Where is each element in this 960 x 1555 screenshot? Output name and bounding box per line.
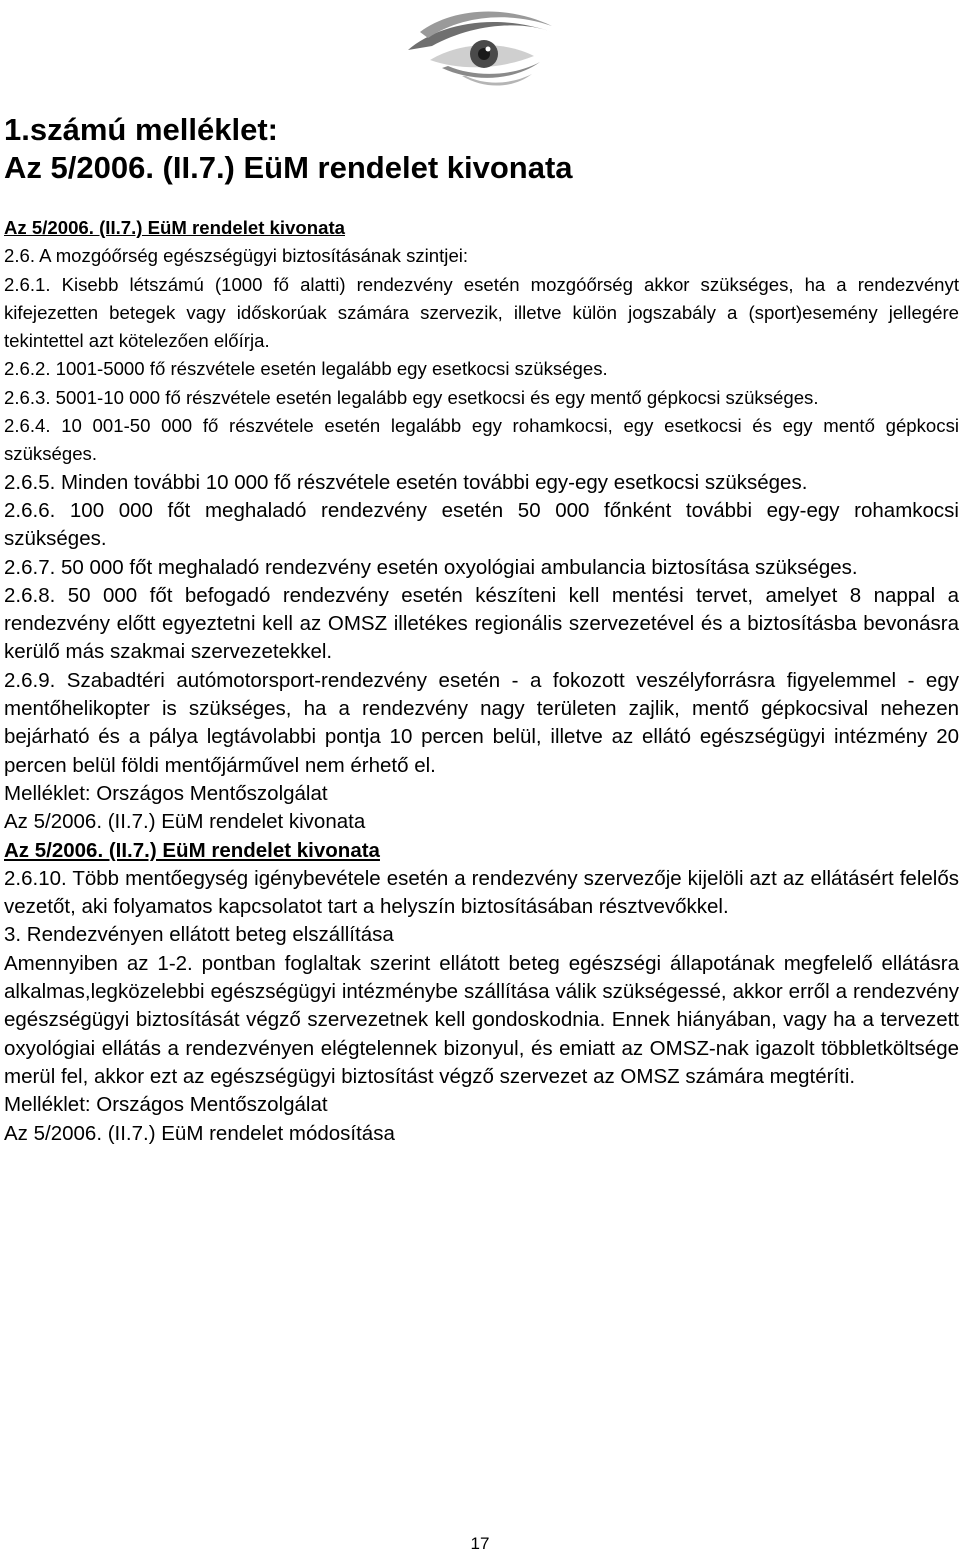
appendix-source-2: Melléklet: Országos Mentőszolgálat [4,1093,328,1117]
paragraph-2-6-6: 2.6.6. 100 000 főt meghaladó rendezvény esetén 50 000 főnként további egy-egy rohamkocsi szükséges. [4,498,959,551]
eye-logo-icon [402,2,558,92]
paragraph-2-6-5: 2.6.5. Minden további 10 000 fő részvétele esetén további egy-egy esetkocsi szükséges. [4,470,808,494]
section-heading: Az 5/2006. (II.7.) EüM rendelet kivonata [4,217,345,238]
document-body [4,214,959,1148]
page-number: 17 [470,1534,490,1553]
appendix-title: 1.számú melléklet: [4,112,278,147]
paragraph-2-6-2: 2.6.2. 1001-5000 fő részvétele esetén legalább egy esetkocsi szükséges. [4,358,608,380]
regulation-amendment-line: Az 5/2006. (II.7.) EüM rendelet módosítása [4,1121,395,1145]
paragraph-section-3: Amennyiben az 1-2. pontban foglaltak szerint ellátott beteg egészségi állapotának megfelelő ellátásra alkalmas,legközelebbi egészségügyi intézménybe szállítása válik szükségessé, akkor erről a rendezvény egészségügyi biztosítását végző szervezetnek kell gondoskodnia. Ennek hiányában, vagy ha a tervezett oxyológiai ellátás a rendezvényen elégtelennek bizonyul, és emiatt az OMSZ-nak igazolt többletköltsége merül fel, akkor ezt az egészségügyi biztosítást végző szervezet az OMSZ számára megtéríti. [4,951,959,1088]
paragraph-2-6-7: 2.6.7. 50 000 főt meghaladó rendezvény esetén oxyológiai ambulancia biztosítása szükséges. [4,555,858,579]
paragraph-2-6-8: 2.6.8. 50 000 főt befogadó rendezvény esetén készíteni kell mentési tervet, amelyet 8 nappal a rendezvény előtt egyeztetni kell az OMSZ illetékes regionális szervezetével és a biztosításba bevonásra kerülő más szakmai szervezetekkel. [4,583,959,664]
paragraph-2-6-9: 2.6.9. Szabadtéri autómotorsport-rendezvény esetén - a fokozott veszélyforrásra figyelemmel - egy mentőhelikopter is szükséges, ha a rendezvény nagy területen zajlik, mentő gépkocsival nehezen bejárható és a pálya legtávolabbi pontja 10 percen belül, illetve az ellátó egészségügyi intézmény 20 percen belül földi mentőjárművel nem érhető el. [4,668,959,777]
regulation-title: Az 5/2006. (II.7.) EüM rendelet kivonata [4,150,573,185]
paragraph-2-6-4: 2.6.4. 10 001-50 000 fő részvétele esetén legalább egy rohamkocsi, egy esetkocsi és egy mentő gépkocsi szükséges. [4,415,959,465]
section-3-heading: 3. Rendezvényen ellátott beteg elszállítása [4,923,394,947]
paragraph-2-6-1: 2.6.1. Kisebb létszámú (1000 fő alatti) rendezvény esetén mozgóőrség akkor szükséges, ha a rendezvényt kifejezetten betegek vagy időskorúak számára szervezik, illetve külön jogszabály a (sport)esemény jellegére tekintettel azt kötelezően előírja. [4,273,959,352]
logo [402,2,558,92]
regulation-excerpt-line: Az 5/2006. (II.7.) EüM rendelet kivonata [4,810,366,834]
section-subheading: 2.6. A mozgóőrség egészségügyi biztosításának szintjei: [4,245,469,267]
appendix-source: Melléklet: Országos Mentőszolgálat [4,781,328,805]
paragraph-2-6-10: 2.6.10. Több mentőegység igénybevétele esetén a rendezvény szervezője kijelöli azt az ellátásért felelős vezetőt, aki folyamatos kapcsolatot tart a helyszín biztosításában résztvevőkkel. [4,866,959,919]
regulation-excerpt-heading: Az 5/2006. (II.7.) EüM rendelet kivonata [4,838,380,862]
paragraph-2-6-3: 2.6.3. 5001-10 000 fő részvétele esetén legalább egy esetkocsi és egy mentő gépkocsi szükséges. [4,386,819,408]
